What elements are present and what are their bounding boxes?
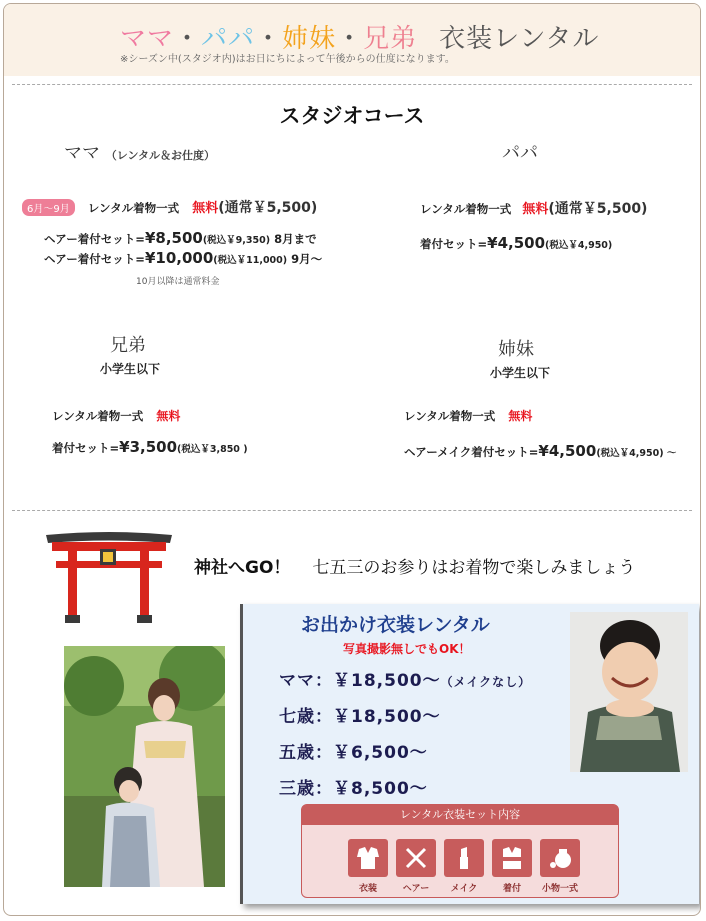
price-gosai: 五歳：￥6,500〜 xyxy=(279,743,428,763)
mama-hair-set-1 xyxy=(44,229,317,247)
mama-free: 無料 xyxy=(192,201,219,216)
mama-rental-label: レンタル着物一式 xyxy=(87,201,180,215)
outing-subtitle: 写真撮影無しでもOK！ xyxy=(343,642,471,656)
lipstick-icon xyxy=(444,839,484,877)
hair1-price: ¥8,500 xyxy=(144,229,203,247)
title-rental: 衣装レンタル xyxy=(439,24,600,54)
title-separator: ・ xyxy=(336,24,364,54)
set-item-label: メイク xyxy=(450,884,478,894)
title-mama: ママ xyxy=(120,24,175,54)
papa-set-row xyxy=(420,234,612,252)
mama-hair-set-2 xyxy=(44,249,322,267)
kyodai-free: 無料 xyxy=(156,409,181,423)
mama-sub: （レンタル＆お仕度） xyxy=(105,149,216,162)
dressing-icon xyxy=(492,839,532,877)
title-kyodai: 兄弟 xyxy=(363,24,418,54)
price-mama xyxy=(279,666,531,691)
papa-name: パパ xyxy=(502,143,538,164)
set-item-label: 着付 xyxy=(502,884,521,894)
title-separator: ・ xyxy=(255,24,283,54)
title-shimai: 姉妹 xyxy=(282,24,337,54)
kyodai-set-price: ¥3,500 xyxy=(119,438,178,456)
divider xyxy=(12,84,692,85)
shimai-age: 小学生以下 xyxy=(490,366,551,380)
price-mama-label: ママ：￥18,500〜 xyxy=(279,671,441,691)
season-badge: 6月〜9月 xyxy=(22,199,75,216)
hair2-note: 9月〜 xyxy=(291,252,323,266)
set-item-label: 小物一式 xyxy=(541,884,578,894)
mama-rental-row xyxy=(22,197,317,217)
kyodai-rental-row xyxy=(52,405,180,424)
shimai-set-row xyxy=(404,442,676,460)
shimai-set-label: ヘアーメイク着付セット= xyxy=(404,445,539,459)
hair1-note: 8月まで xyxy=(274,232,317,246)
price-mama-note: （メイクなし） xyxy=(440,675,532,689)
hair2-label: ヘアー着付セット= xyxy=(44,252,145,266)
divider xyxy=(12,510,692,511)
mama-heading xyxy=(64,139,215,165)
kyodai-set-tax: (税込￥3,850 ) xyxy=(177,444,248,455)
season-note: ※シーズン中(スタジオ内)はお日にちによって午後からの仕度になります。 xyxy=(120,54,455,65)
page-frame xyxy=(3,3,701,916)
family-photo xyxy=(64,646,225,887)
shrine-line xyxy=(194,553,635,578)
price-sansai: 三歳：￥8,500〜 xyxy=(279,779,428,799)
hair2-tax: (税込￥11,000) xyxy=(213,255,288,266)
hair1-label: ヘアー着付セット= xyxy=(44,232,145,246)
hair2-price: ¥10,000 xyxy=(144,249,214,267)
shimai-rental-label: レンタル着物一式 xyxy=(404,409,496,423)
papa-free: 無料 xyxy=(522,202,549,217)
header-banner xyxy=(4,4,700,76)
papa-set-tax: (税込￥4,950) xyxy=(545,240,613,251)
rental-set-contents xyxy=(301,804,619,898)
outing-title: お出かけ衣装レンタル xyxy=(301,614,490,636)
boy-photo xyxy=(570,612,688,772)
hair-comb-icon xyxy=(396,839,436,877)
price-nanasai: 七歳：￥18,500〜 xyxy=(279,707,441,727)
mama-normal-price: (通常￥5,500) xyxy=(218,200,318,216)
shimai-rental-row xyxy=(404,405,532,424)
mama-name: ママ xyxy=(64,143,100,164)
shrine-go: 神社へGO！ xyxy=(194,558,291,578)
kyodai-age: 小学生以下 xyxy=(100,362,161,376)
title-separator: ・ xyxy=(174,24,202,54)
kyodai-name: 兄弟 xyxy=(110,335,146,356)
hair1-tax: (税込￥9,350) xyxy=(202,235,271,246)
shimai-free: 無料 xyxy=(508,409,533,423)
kyodai-rental-label: レンタル着物一式 xyxy=(52,409,144,423)
kyodai-set-row xyxy=(52,438,248,456)
set-item-label: ヘアー xyxy=(402,884,430,894)
after-oct-note: 10月以降は通常料金 xyxy=(136,277,220,287)
torii-gate-icon xyxy=(44,531,174,626)
shimai-set-tax: (税込￥4,950) 〜 xyxy=(596,448,677,459)
studio-course-heading: スタジオコース xyxy=(279,104,425,128)
shimai-set-price: ¥4,500 xyxy=(538,442,597,460)
title-papa: パパ xyxy=(201,24,256,54)
kimono-icon xyxy=(348,839,388,877)
papa-rental-row xyxy=(420,198,647,218)
papa-set-label: 着付セット= xyxy=(420,237,488,251)
papa-normal-price: (通常￥5,500) xyxy=(548,201,648,217)
papa-set-price: ¥4,500 xyxy=(487,234,546,252)
set-heading: レンタル衣装セット内容 xyxy=(302,805,618,825)
papa-rental-label: レンタル着物一式 xyxy=(420,202,512,216)
shrine-text: 七五三のお参りはお着物で楽しみましょう xyxy=(312,558,636,578)
accessories-icon xyxy=(540,839,580,877)
shimai-name: 姉妹 xyxy=(498,339,534,360)
kyodai-set-label: 着付セット= xyxy=(52,441,120,455)
set-item-label: 衣装 xyxy=(358,884,377,894)
